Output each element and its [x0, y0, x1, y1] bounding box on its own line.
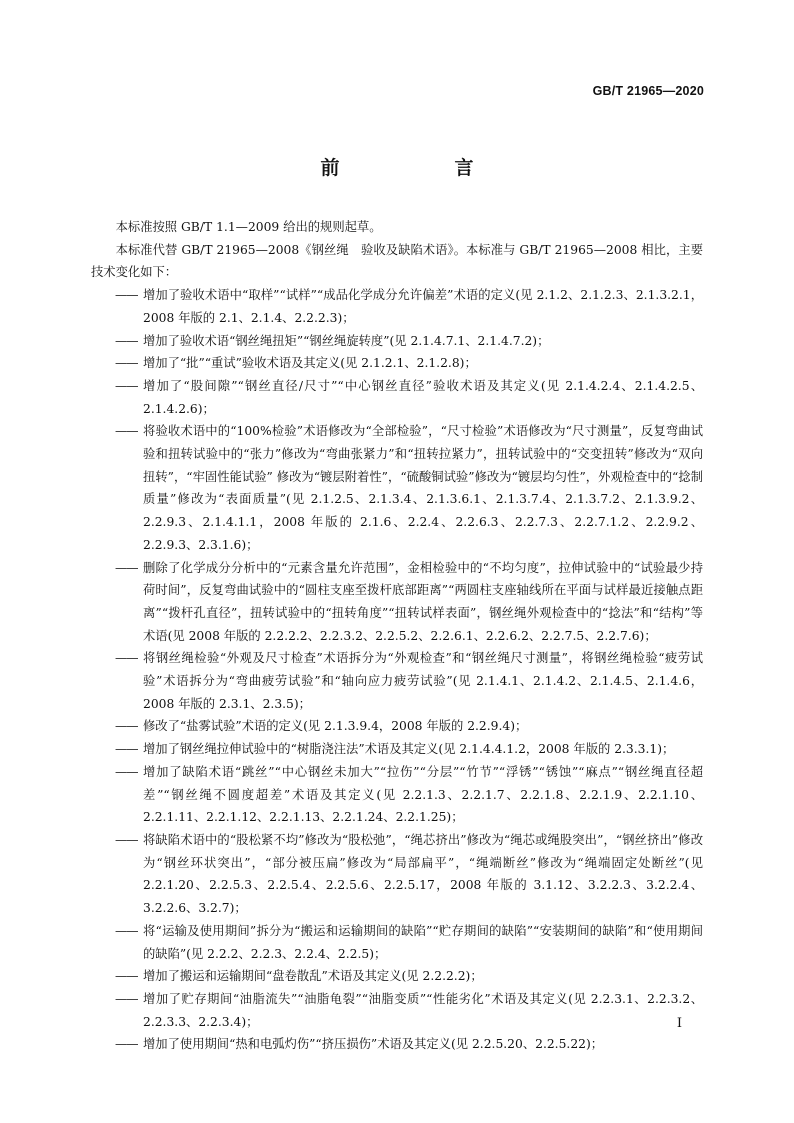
change-item	[91, 965, 703, 988]
change-item	[91, 284, 703, 329]
dash-marker: ——	[115, 333, 138, 348]
change-item	[91, 330, 703, 353]
change-item	[91, 647, 703, 715]
change-text: 将缺陷术语中的“股松紧不均”修改为“股松弛”，“绳芯挤出”修改为“绳芯或绳股突出”，“钢丝挤出”修改为“钢丝环状突出”，“部分被压扁”修改为“局部扁平”，“绳端断丝”修改为“绳端固定处断丝”(见 2.2.1.20、2.2.5.3、2.2.5.4、2.2.5.6、2.2.5.17，2008 年版的 3.1.12、3.2.2.3、3.2.2.4、3.2.2.6、3.2.7)；	[143, 832, 703, 916]
change-text: 增加了验收术语中“取样”“试样”“成品化学成分允许偏差”术语的定义(见 2.1.2、2.1.2.3、2.1.3.2.1，2008 年版的 2.1、2.1.4、2.2.2.3)；	[143, 288, 703, 325]
dash-marker: ——	[115, 560, 138, 575]
dash-marker: ——	[115, 378, 138, 393]
dash-marker: ——	[115, 1037, 138, 1052]
change-text: 增加了钢丝绳拉伸试验中的“树脂浇注法”术语及其定义(见 2.1.4.4.1.2，2008 年版的 2.3.3.1)；	[143, 742, 675, 757]
dash-marker: ——	[115, 742, 138, 757]
dash-marker: ——	[115, 651, 138, 666]
standard-code: GB/T 21965—2020	[592, 84, 704, 98]
change-item	[91, 352, 703, 375]
dash-marker: ——	[115, 356, 138, 371]
change-text: 增加了验收术语“钢丝绳扭矩”“钢丝绳旋转度”(见 2.1.4.7.1、2.1.4.7.2)；	[143, 333, 550, 348]
intro-paragraph-2: 本标准代替 GB/T 21965—2008《钢丝绳 验收及缺陷术语》。本标准与 GB/T 21965—2008 相比，主要技术变化如下：	[91, 242, 703, 280]
dash-marker: ——	[115, 424, 138, 439]
dash-marker: ——	[115, 969, 138, 984]
change-text: 增加了使用期间“热和电弧灼伤”“挤压损伤”术语及其定义(见 2.2.5.20、2.2.5.22)；	[143, 1037, 604, 1052]
change-item	[91, 557, 703, 648]
change-text: 将钢丝绳检验“外观及尺寸检查”术语拆分为“外观检查”和“钢丝绳尺寸测量”，将钢丝绳检验“疲劳试验”术语拆分为“弯曲疲劳试验”和“轴向应力疲劳试验”(见 2.1.4.1、2.1.4.2、2.1.4.5、2.1.4.6，2008 年版的 2.3.1、2.3.5)；	[143, 651, 703, 711]
change-item	[91, 829, 703, 920]
change-text: 修改了“盐雾试验”术语的定义(见 2.1.3.9.4，2008 年版的 2.2.9.4)；	[143, 719, 528, 734]
dash-marker: ——	[115, 832, 138, 847]
change-text: 增加了搬运和运输期间“盘卷散乱”术语及其定义(见 2.2.2.2)；	[143, 969, 483, 984]
page-title: 前 言	[320, 157, 522, 179]
change-text: 增加了贮存期间“油脂流失”“油脂龟裂”“油脂变质”“性能劣化”术语及其定义(见 2.2.3.1、2.2.3.2、2.2.3.3、2.2.3.4)；	[143, 991, 703, 1029]
change-item	[91, 715, 703, 738]
change-item	[91, 1033, 703, 1056]
change-item	[91, 375, 703, 420]
change-text: 增加了“批”“重试”验收术语及其定义(见 2.1.2.1、2.1.2.8)；	[143, 356, 477, 371]
change-item	[91, 420, 703, 556]
dash-marker: ——	[115, 288, 138, 303]
change-text: 增加了“股间隙”“钢丝直径/尺寸”“中心钢丝直径”验收术语及其定义(见 2.1.4.2.4、2.1.4.2.5、2.1.4.2.6)；	[143, 378, 703, 416]
change-item	[91, 738, 703, 761]
dash-marker: ——	[115, 991, 138, 1006]
intro-paragraph-1: 本标准按照 GB/T 1.1—2009 给出的规则起草。	[115, 220, 382, 234]
dash-marker: ——	[115, 719, 138, 734]
change-text: 删除了化学成分分析中的“元素含量允许范围”，金相检验中的“不均匀度”，拉伸试验中的“试验最少持荷时间”，反复弯曲试验中的“圆柱支座至拨杆底部距离”“两圆柱支座轴线所在平面与试样最近接触点距离”“拨杆孔直径”，扭转试验中的“扭转角度”“扭转试样表面”，钢丝绳外观检查中的“捻法”和“结构”等术语(见 2008 年版的 2.2.2.2、2.2.3.2、2.2.5.2、2.2.6.1、2.2.6.2、2.2.7.5、2.2.7.6)；	[143, 560, 703, 643]
page-number: I	[676, 1016, 682, 1031]
document-body	[91, 216, 703, 1056]
change-text: 将“运输及使用期间”拆分为“搬运和运输期间的缺陷”“贮存期间的缺陷”“安装期间的缺陷”和“使用期间的缺陷”(见 2.2.2、2.2.3、2.2.4、2.2.5)；	[143, 923, 703, 961]
dash-marker: ——	[115, 923, 138, 938]
change-text: 增加了缺陷术语“跳丝”“中心钢丝未加大”“拉伤”“分层”“竹节”“浮锈”“锈蚀”“麻点”“钢丝绳直径超差”“钢丝绳不圆度超差”术语及其定义(见 2.2.1.3、2.2.1.7、2.2.1.8、2.2.1.9、2.2.1.10、2.2.1.11、2.2.1.12、2.2.1.13、2.2.1.24、2.2.1.25)；	[143, 764, 703, 825]
change-item	[91, 988, 703, 1033]
change-text: 将验收术语中的“100%检验”术语修改为“全部检验”，“尺寸检验”术语修改为“尺寸测量”，反复弯曲试验和扭转试验中的“张力”修改为“弯曲张紧力”和“扭转拉紧力”，扭转试验中的“交变扭转”修改为“双向扭转”，“牢固性能试验” 修改为“镀层附着性”，“硫酸铜试验”修改为“镀层均匀性”，外观检查中的“捻制质量”修改为“表面质量”(见 2.1.2.5、2.1.3.4、2.1.3.6.1、2.1.3.7.4、2.1.3.7.2、2.1.3.9.2、2.2.9.3、2.1.4.1.1，2008 年版的 2.1.6、2.2.4、2.2.6.3、2.2.7.3、2.2.7.1.2、2.2.9.2、2.2.9.3、2.3.1.6)；	[143, 424, 703, 552]
change-item	[91, 920, 703, 965]
change-list	[91, 284, 703, 1056]
dash-marker: ——	[115, 764, 138, 779]
change-item	[91, 761, 703, 829]
